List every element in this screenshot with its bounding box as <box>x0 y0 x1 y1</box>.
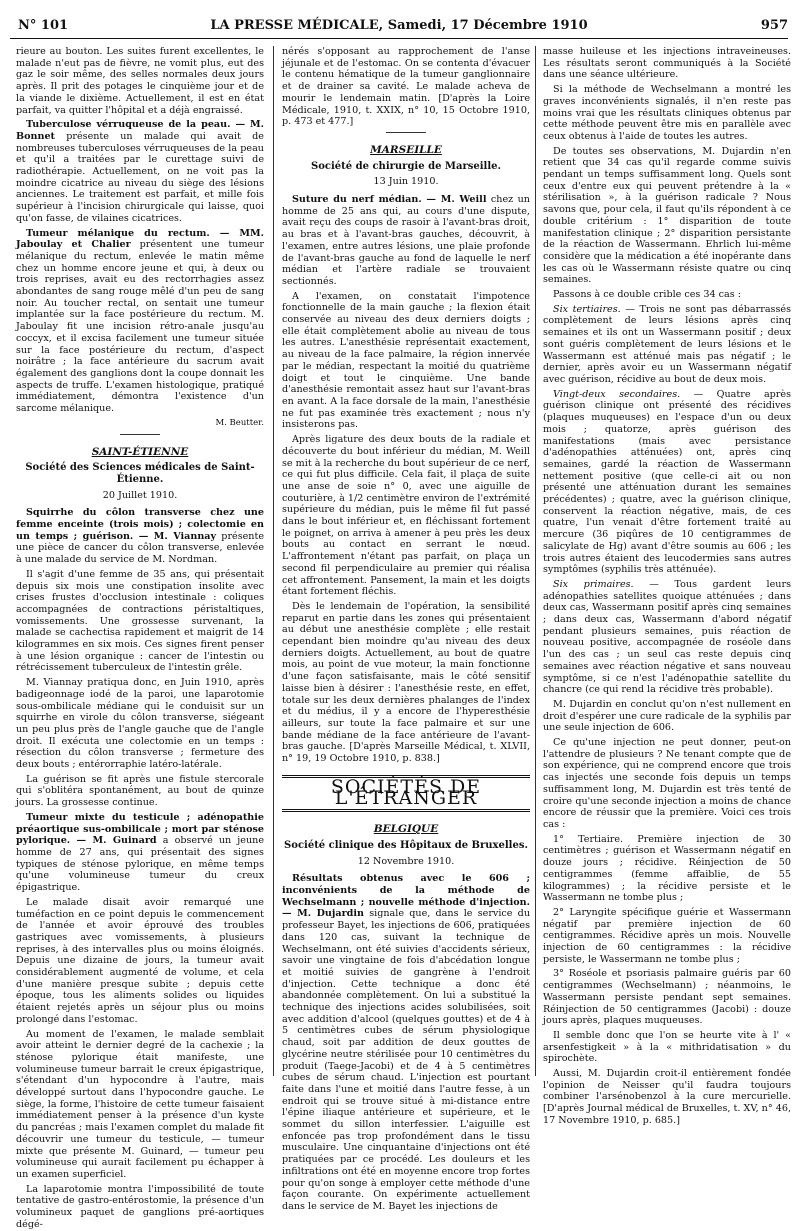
society-name: Société de chirurgie de Marseille. <box>311 160 501 172</box>
paragraph: 1° Tertiaire. Première injection de 30 centimètres ; guérison et Wassermann négatif en douze jours ; récidive. Réinjection de 50 centigrammes (femme affaiblie, de 55 kilogrammes) ; la récidive persiste et le Wassermann ne tombe plus ; <box>543 833 791 904</box>
article-text: présentent une tumeur mélanique du rectum, enlevée le matin même chez un homme encore jeune et qui, à deux ou trois reprises, avait eu des rectorrhagies assez abondantes de sang rouge mêlé d'un peu de sang noir. Au toucher rectal, on sentait une tumeur implantée sur la face postérieure du rectum. M. Jaboulay fit une incision rétro-anale jusqu'au coccyx, et il excisa facilement une tumeur située sur la face postérieure du rectum, d'aspect noirâtre ; la face antérieure du sacrum avait également des ganglions dont la coupe donnait les aspects de truffe. L'examen histologique, pratiqué immédiatement, démontra l'existence d'un sarcome mélanique. <box>16 239 264 415</box>
paragraph: A l'examen, on constatait l'impotence fonctionnelle de la main gauche ; la flexion était conservée au niveau des deux derniers doigts ; elle était complètement abolie au niveau de tous les autres. L'anesthésie représentait exactement, au niveau de la face palmaire, la région innervée par le médian, respectant la moitié du quatrième doigt et tout le cinquième. Une bande d'anesthésie remontait assez haut sur l'avant-bras en avant. A la face dorsale de la main, l'anesthésie ne fut pas examinée très exactement ; nous n'y insisterons pas. <box>282 290 530 431</box>
column-divider <box>273 46 274 1076</box>
article <box>16 507 264 566</box>
article <box>16 812 264 894</box>
case-label: Six tertiaires. <box>553 303 621 315</box>
paragraph: Dès le lendemain de l'opération, la sensibilité reparut en partie dans les zones qui présentaient au début une anesthésie complète ; elle restait cependant bien moindre qu'au niveau des deux derniers doigts. Actuellement, au bout de quatre mois, au point de vue moteur, la main fonctionne d'une façon satisfaisante, mais le côté sensitif laisse bien à désirer : l'anesthésie reste, en effet, totale sur les deux dernières phalanges de l'index et du médius, il y a encore de l'hyperesthésie ailleurs, sur toute la face palmaire et sur une bande médiane de la face antérieure de l'avant-bras gauche. [D'après Marseille Médical, t. XLVII, n° 19, 19 Octobre 1910, p. 838.] <box>282 600 530 765</box>
paragraph: Il semble donc que l'on se heurte vite à l' « arsenfestigkeit » à la « mithridatisation » du spirochète. <box>543 1029 791 1065</box>
column-1 <box>16 46 265 1230</box>
article-title: Tuberculose vérruqueuse de la peau. — M. Bonnet <box>16 119 264 142</box>
session-date: 12 Novembre 1910. <box>357 855 455 867</box>
case-label: Vingt-deux secondaires. <box>553 388 681 400</box>
header-rule <box>10 38 788 39</box>
journal-title: LA PRESSE MÉDICALE, Samedi, 17 Décembre 1910 <box>210 18 588 33</box>
paragraph: Le malade disait avoir remarqué une tuméfaction en ce point depuis le commencement de l'année et avoir éprouvé des troubles gastriques avec vomissements, à plusieurs reprises, à des intervalles plus ou moins éloignés. Depuis une dizaine de jours, la tumeur avait considérablement augmenté de volume, et cela d'une manière presque subite ; depuis cette époque, tous les aliments solides ou liquides étaient rejetés après un séjour plus ou moins prolongé dans l'estomac. <box>16 896 264 1025</box>
paragraph: masse huileuse et les injections intraveineuses. Les résultats seront communiqués à la Société dans une séance ultérieure. <box>543 46 791 81</box>
article-text: signale que, dans le service du professeur Bayet, les injections de 606, pratiquées dans 120 cas, suivant la technique de Wechselmann, ont été suivies d'accidents sérieux, savoir une vingtaine de fois d'abcédation longue et moitié suivies de gangrène à l'endroit d'injection. Cette technique a donc été abandonnée complètement. On lui a substitué la technique des injections acides solubilisées, soit avec addition d'alcool (quelques gouttes) et de 4 à 5 centimètres cubes de sérum physiologique chaud, soit par addition de deux gouttes de glycérine neutre stérilisée pour 10 centimètres du produit (Taege-Jacobi) et de 4 à 5 centimètres cubes de sérum chaud. L'injection est pourtant faite dans l'une et moitié dans l'autre fesse, à un endroit qui se trouve situé à mi-distance entre l'épine iliaque antérieure et supérieure, et le sommet du sillon interfessier. L'aiguille est enfoncée pas trop profondément dans le tissu musculaire. Une cinquantaine d'injections ont été pratiquées par ce procédé. Les douleurs et les infiltrations ont été en moyenne encore trop fortes pour qu'on songe à employer cette méthode d'une façon courante. On expérimente actuellement dans le service de M. Bayet les injections de <box>282 908 530 1212</box>
paragraph: Si la méthode de Wechselmann a montré les graves inconvénients signalés, il n'en reste pas moins vrai que les résultats cliniques obtenus par cette méthode peuvent être mis en parallèle avec ceux obtenus à l'aide de toutes les autres. <box>543 84 791 142</box>
article-text: a observé un jeune homme de 27 ans, qui présentait des signes typiques de sténose pylorique, en même temps qu'une volumineuse tumeur du creux épigastrique. <box>16 835 264 894</box>
page-header <box>10 12 788 36</box>
article-text: présente une pièce de cancer du côlon transverse, enlevée à une malade du service de M. Nordman. <box>16 530 265 566</box>
paragraph: Passons à ce double crible ces 34 cas : <box>553 289 741 301</box>
session-date: 20 Juillet 1910. <box>102 489 178 501</box>
paragraph: rieure au bouton. Les suites furent excellentes, le malade n'eut pas de fièvre, ne vomit plus, eut des gaz le soir même, des selles normales deux jours après. Il prit des potages le cinquième jour et de la viande le dixième. Actuellement, il est en état parfait, va quitter l'hôpital et a déjà engraissé. <box>16 46 264 116</box>
session-date: 13 Juin 1910. <box>373 176 439 188</box>
case-text: — Quatre après guérison clinique ont présenté des récidives (plaques muqueuses) en l'espace d'un ou deux mois ; quatorze, après guérison des manifestations (mais avec persistance d'adénopathies atténuées) ont, après cinq semaines, gardé la réaction de Wassermann nettement positive (que celle-ci ait ou non présenté une atténuation durant les semaines précédentes) ; quatre, avec la guérison clinique, conservent la réaction négative, mais, de ces quatre, l'un venait d'être fortement traité au mercure (36 piqûres de 10 centigrammes de salicylate de Hg) avant d'être soumis au 606 ; les trois autres étaient des leucodermies sans autres symptômes (syphilis très atténuée). <box>543 388 791 576</box>
page-number: 957 <box>760 18 788 33</box>
paragraph: De toutes ses observations, M. Dujardin n'en retient que 34 cas qu'il regarde comme suivis pendant un temps suffisamment long. Quels sont ceux d'entre eux qui peuvent prétendre à la « stérilisation », à la guérison radicale ? Nous savons que, pour cela, il faut qu'ils répondent à ce double critérium : 1° disparition de toute manifestation clinique ; 2° disparition persistante de la réaction de Wassermann. Ehrlich lui-même considère que la médication a été inopérante dans les cas où le Wassermann résiste quatre ou cinq semaines. <box>543 145 791 286</box>
case-label: Six primaires. <box>553 578 634 590</box>
section-heading: MARSEILLE <box>370 143 442 156</box>
paragraph: Aussi, M. Dujardin croit-il entièrement fondée l'opinion de Neisser qu'il faudra toujours combiner l'arsénobenzol à la cure mercurielle. [D'après Journal médical de Bruxelles, t. XV, n° 46, 17 Novembre 1910, p. 685.] <box>543 1068 791 1126</box>
case-group <box>543 579 791 696</box>
paragraph: La guérison se fit après une fistule stercorale qui s'oblitéra spontanément, au bout de quinze jours. La grossesse continue. <box>16 773 264 809</box>
article <box>282 194 530 288</box>
paragraph: M. Viannay pratiqua donc, en Juin 1910, après badigeonnage iodé de la paroi, une laparotomie sous-ombilicale médiane qui le conduisit sur un squirrhe en virole du côlon transverse, siégeant un peu plus près de l'angle gauche que de l'angle droit. Il exécuta une colectomie en un temps : résection du côlon transverse ; fermeture des deux bouts ; entérorraphie latéro-latérale. <box>16 677 264 771</box>
article-title: Tumeur mélanique du rectum. — MM. Jaboulay et Chalier <box>16 227 264 251</box>
article <box>16 119 264 224</box>
paragraph: Ce qu'une injection ne peut donner, peut-on l'attendre de plusieurs ? Ne tenant compte que de son expérience, qui ne comprend encore que trois cas injectés une seconde fois depuis un temps suffisamment long, M. Dujardin est très tenté de croire qu'une seconde injection a moins de chance encore de réussir que la première. Voici ces trois cas : <box>543 737 791 830</box>
article-title: Tumeur mixte du testicule ; adénopathie préaortique sus-ombilicale ; mort par sténose pylorique. — M. Guinard <box>16 811 264 847</box>
case-group <box>543 304 791 386</box>
section-banner: SOCIÉTÉS DE L'ÉTRANGER <box>282 775 530 812</box>
article <box>282 873 530 1212</box>
society-name: Société des Sciences médicales de Saint-Étienne. <box>25 462 255 485</box>
article-title: Suture du nerf médian. — M. Weill <box>292 194 487 206</box>
paragraph: M. Dujardin en conclut qu'on n'est nullement en droit d'espérer une cure radicale de la syphilis par une seule injection de 606. <box>543 698 791 734</box>
paragraph: 2° Laryngite spécifique guérie et Wassermann négatif par première injection de 60 centigrammes. Récidive après un mois. Nouvelle injection de 60 centigrammes : la récidive persiste, le Wassermann ne tombe plus ; <box>543 906 791 965</box>
column-2 <box>282 46 530 1212</box>
society-name: Société clinique des Hôpitaux de Bruxelles. <box>284 839 528 851</box>
separator <box>120 434 160 435</box>
case-group <box>543 389 791 576</box>
article-title: Résultats obtenus avec le 606 ; inconvénients de la méthode de Wechselmann ; nouvelle méthode d'injection. — M. Dujardin <box>282 873 530 920</box>
column-divider <box>535 46 536 1076</box>
paragraph: La laparotomie montra l'impossibilité de toute tentative de gastro-entérostomie, la présence d'un volumineux paquet de ganglions pré-aortiques dégé- <box>16 1183 264 1230</box>
article-text: présente un malade qui avait de nombreuses tuberculoses vérruqueuses de la peau et qu'il a traitées par le curettage suivi de radiothérapie. Actuellement, on ne voit pas la moindre cicatrice au niveau du siège des lésions anciennes. Le traitement est parfait, et mille fois supérieur à l'incision chirurgicale qui laisse, quoi qu'on fasse, de vilaines cicatrices. <box>16 130 264 224</box>
paragraph: Il s'agit d'une femme de 35 ans, qui présentait depuis six mois une constipation insolite avec crises frustes d'occlusion intestinale : coliques accompagnées de contractions péristaltiques, vomissements. Une grossesse survenant, la malade se cachectisa rapidement et maigrit de 14 kilogrammes en six mois. Ces signes firent penser à une lésion organique : cancer de l'intestin ou rétrécissement tuberculeux de l'intestin grêle. <box>16 568 264 674</box>
article-title: Squirrhe du côlon transverse chez une femme enceinte (trois mois) ; colectomie en un temps ; guérison. — M. Viannay <box>16 507 264 542</box>
paragraph: nérés s'opposant au rapprochement de l'anse jéjunale et de l'estomac. On se contenta d'évacuer le contenu hématique de la tumeur ganglionnaire et de drainer sa cavité. Le malade acheva de mourir le lendemain matin. [D'après la Loire Médicale, 1910, t. XXIX, n° 10, 15 Octobre 1910, p. 473 et 477.] <box>282 46 530 128</box>
paragraph: Au moment de l'examen, le malade semblait avoir atteint le dernier degré de la cachexie ; la sténose pylorique était manifeste, une volumineuse tumeur barrait le creux épigastrique, s'étendant d'un hypocondre à l'autre, mais développé surtout dans l'hypocondre gauche. Le siège, la forme, l'histoire de cette tumeur faisaient immédiatement penser à la présence d'un kyste du pancréas ; mais l'examen complet du malade fit découvrir une tumeur du testicule, — tumeur mixte que présente M. Guinard, — tumeur peu volumineuse qui aurait facilement pu échapper à un examen superficiel. <box>16 1028 264 1180</box>
article-text: chez un homme de 25 ans qui, au cours d'une dispute, avait reçu des coups de rasoir à l'avant-bras droit, au bras et à l'avant-bras gauches, découvrit, à l'examen, entre autres lésions, une plaie profonde de l'avant-bras gauche au fond de laquelle le nerf médian et l'artère radiale se trouvaient sectionnés. <box>282 194 530 287</box>
case-text: — Tous gardent leurs adénopathies satellites quoique atténuées ; dans deux cas, Wassermann positif après cinq semaines ; dans deux cas, Wassermann d'abord négatif pendant plusieurs semaines, puis réaction de nouveau positive, accompagnée de roséole dans l'un des cas ; un seul cas reste depuis cinq semaines avec réaction négative et sans nouveau symptôme, si ce n'est l'adénopathie satellite du chancre (ce qui rend la récidive très probable). <box>543 578 791 696</box>
column-3 <box>543 46 791 1126</box>
paragraph: 3° Roséole et psoriasis palmaire guéris par 60 centigrammes (Wechselmann) ; néanmoins, le Wassermann persiste pendant sept semaines. Réinjection de 50 centigrammes (Jacobi) : douze jours après, plaques muqueuses. <box>543 968 791 1027</box>
case-text: — Trois ne sont pas débarrassés complètement de leurs lésions après cinq semaines et ils ont un Wassermann positif ; deux sont guéris complètement de leurs lésions et le Wassermann est atténué mais pas négatif ; le dernier, après avoir eu un Wassermann négatif avec guérison, récidive au bout de deux mois. <box>543 303 791 385</box>
issue-number: N° 101 <box>18 18 69 33</box>
paragraph: Après ligature des deux bouts de la radiale et découverte du bout inférieur du médian, M. Weill se mit à la recherche du bout supérieur de ce nerf, ce qui fut plus difficile. Cela fait, il plaça de suite une anse de soie n° 0, avec une aiguille de couturière, à 1/2 centimètre environ de l'extrémité supérieure du médian, puis le même fil fut passé dans le bout inférieur et, en fléchissant fortement le poignet, on arriva à amener à peu près les deux bouts au contact en serrant le nœud. L'affrontement n'étant pas parfait, on plaça un second fil perpendiculaire au premier qui réalisa cet affrontement. Pansement, la main et les doigts étant fortement fléchis. <box>282 434 530 598</box>
section-heading: BELGIQUE <box>373 823 439 836</box>
signature: M. Beutter. <box>215 417 264 428</box>
separator <box>386 132 426 133</box>
article <box>16 228 264 415</box>
section-heading: SAINT-ÉTIENNE <box>91 445 189 458</box>
